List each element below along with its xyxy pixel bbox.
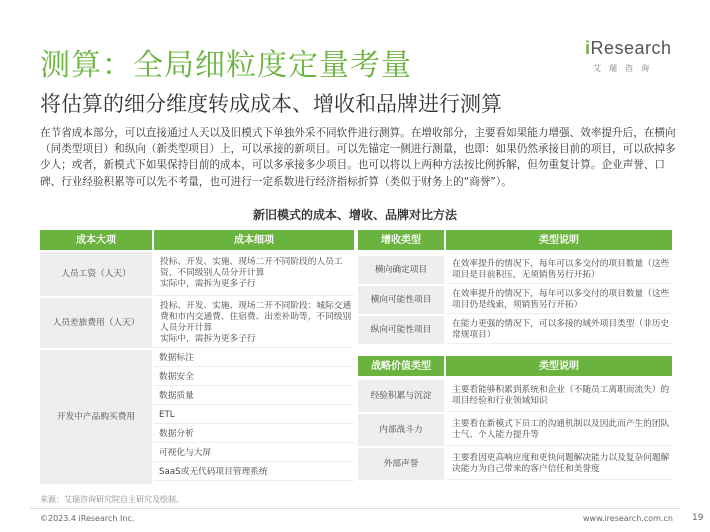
revenue-desc-horizontal-possible: 在效率提升的情况下，每年可以多交付的项目数量（这些项目仍是线索，须销售另行开拓）: [446, 286, 672, 314]
strategy-desc-reputation: 主要看因更高响应度和更快问题解决能力以及复杂问题解决能力为自己带来的客户信任和美誉度: [446, 448, 672, 480]
page-subtitle: 将估算的细分维度转成成本、增收和品牌进行测算: [40, 92, 502, 116]
intro-paragraph: 在节省成本部分，可以直接通过人天以及旧模式下单独外采不同软件进行测算。在增收部分，主要看如果能力增强、效率提升后，在横向（同类型项目）和纵向（新类型项目）上，可以承接的新项目。可以先锚定一侧进行测量，也即：如果仍然承接目前的项目，可以砍掉多少人；或者，新模式下如果保持目前的成本，可以多承接多少项目。也可以将以上两种方法按比例拆解，但勿重复计算。企业声誉、口碑、行业经验积累等可以先不考量，也可进行一定系数进行经济指标折算（类似于财务上的“商誉”）。: [40, 127, 676, 188]
product-etl: ETL: [154, 407, 354, 424]
revenue-header-desc: 类型说明: [446, 230, 672, 250]
product-visualization: 可视化与大屏: [154, 445, 354, 462]
page-number: 19: [692, 513, 704, 523]
footer-divider: [30, 508, 680, 509]
strategy-type-internal: 内部战斗力: [358, 414, 444, 446]
product-data-labeling: 数据标注: [154, 350, 354, 367]
logo-i: i: [585, 38, 591, 58]
strategy-header-desc: 类型说明: [446, 356, 672, 376]
page-title: 测算：全局细粒度定量考量: [40, 48, 412, 83]
footer-website: www.iresearch.com.cn: [583, 514, 673, 523]
revenue-header-type: 增收类型: [358, 230, 444, 250]
revenue-type-horizontal-possible: 横向可能性项目: [358, 286, 444, 314]
product-data-security: 数据安全: [154, 369, 354, 386]
strategy-type-experience: 经验积累与沉淀: [358, 380, 444, 412]
cost-header-item: 成本大项: [40, 230, 152, 250]
revenue-desc-vertical-possible: 在能力更强的情况下，可以多接的域外项目类型（非历史常规项目）: [446, 316, 672, 344]
logo-chinese: 艾瑞咨询: [593, 64, 657, 73]
product-data-quality: 数据质量: [154, 388, 354, 405]
revenue-desc-horizontal-certain: 在效率提升的情况下，每年可以多交付的项目数量（这些项目是目前积压，无须销售另行开拓）: [446, 256, 672, 284]
strategy-type-reputation: 外部声誉: [358, 448, 444, 480]
cost-item-salary: 人员工资（人天）: [40, 252, 152, 296]
product-data-analysis: 数据分析: [154, 426, 354, 443]
table-title: 新旧模式的成本、增收、品牌对比方法: [252, 208, 457, 222]
strategy-desc-internal: 主要看在新模式下员工的沟通机制以及因此而产生的团队士气、个人能力提升等: [446, 414, 672, 446]
strategy-header-type: 战略价值类型: [358, 356, 444, 376]
logo-research: Research: [590, 38, 672, 58]
revenue-type-vertical-possible: 纵向可能性项目: [358, 316, 444, 344]
product-saas-pm: SaaS或无代码项目管理系统: [154, 464, 354, 481]
source-note: 来源：艾瑞咨询研究院自主研究及绘制。: [40, 495, 184, 504]
cost-item-products: 开发中产品购买费用: [40, 350, 152, 484]
footer-copyright: ©2023.4 iResearch Inc.: [40, 514, 135, 523]
cost-item-travel: 人员差旅费用（人天）: [40, 298, 152, 348]
revenue-type-horizontal-certain: 横向确定项目: [358, 256, 444, 284]
cost-detail-travel: 投标、开发、实施、现场二开不同阶段：城际交通费和市内交通费、住宿费、出差补助等，不同级别人员分开计算 实际中，需拆为更多子行: [154, 298, 354, 348]
cost-detail-salary: 投标、开发、实施、现场二开不同阶段的人员工资，不同级别人员分开计算 实际中，需拆为更多子行: [154, 252, 354, 296]
cost-header-detail: 成本细项: [154, 230, 354, 250]
strategy-desc-experience: 主要看能够积累到系统和企业（不随员工离职而流失）的项目经验和行业领域知识: [446, 380, 672, 412]
